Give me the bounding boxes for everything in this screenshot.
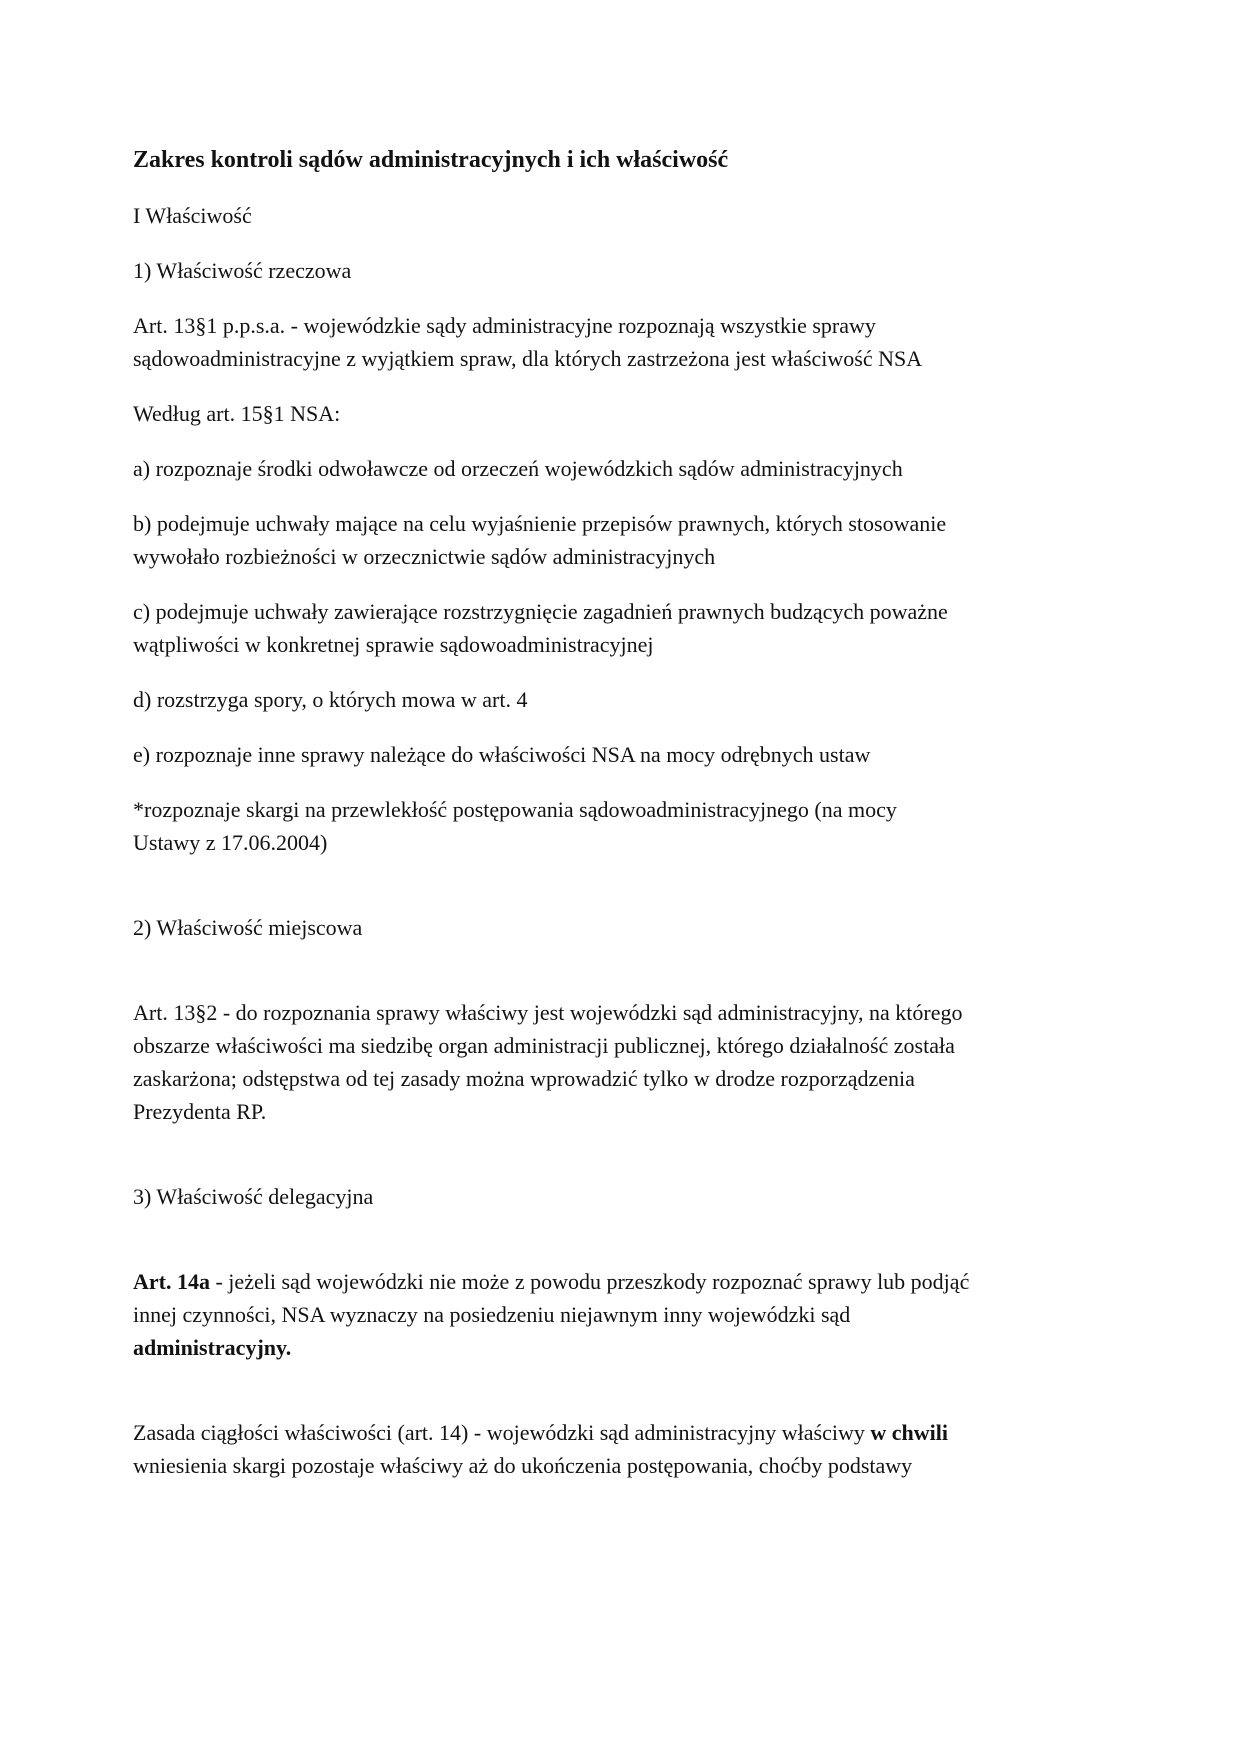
subsection-3-wlasciwosc-delegacyjna [133, 1180, 1112, 1213]
text-line [133, 1180, 1112, 1213]
document-title [133, 144, 1112, 177]
text-line [133, 683, 1112, 716]
para-art-13-2 [133, 996, 1112, 1128]
text-segment: e) rozpoznaje inne sprawy należące do właściwości NSA na mocy odrębnych ustaw [133, 742, 871, 767]
text-segment: Zasada ciągłości właściwości (art. 14) - wojewódzki sąd administracyjny właściwy [133, 1420, 871, 1445]
text-segment: - jeżeli sąd wojewódzki nie może z powodu przeszkody rozpoznać sprawy lub podjąć [209, 1269, 970, 1294]
text-line [133, 1416, 1112, 1449]
para-skargi-przewleklosc [133, 793, 1112, 859]
subsection-1-wlasciwosc-rzeczowa [133, 254, 1112, 287]
text-line [133, 1029, 1112, 1062]
emphasized-text: Art. 14a [133, 1269, 210, 1294]
text-segment: zaskarżona; odstępstwa od tej zasady można wprowadzić tylko w drodze rozporządzenia [133, 1066, 915, 1091]
text-line [133, 738, 1112, 771]
text-segment: 2) Właściwość miejscowa [133, 915, 363, 940]
emphasized-text: administracyjny. [133, 1335, 292, 1360]
text-line [133, 397, 1112, 430]
text-line [133, 1298, 1112, 1331]
text-segment: a) rozpoznaje środki odwoławcze od orzeczeń wojewódzkich sądów administracyjnych [133, 456, 903, 481]
text-line [133, 595, 1112, 628]
text-segment: obszarze właściwości ma siedzibę organ administracji publicznej, którego działalność została [133, 1033, 955, 1058]
text-line [133, 1449, 1112, 1482]
text-segment: sądowoadministracyjne z wyjątkiem spraw, dla których zastrzeżona jest właściwość NSA [133, 346, 923, 371]
list-item-a [133, 452, 1112, 485]
para-art-14a [133, 1265, 1112, 1364]
text-segment: wątpliwości w konkretnej sprawie sądowoadministracyjnej [133, 632, 654, 657]
list-item-e [133, 738, 1112, 771]
text-segment: wywołało rozbieżności w orzecznictwie sądów administracyjnych [133, 544, 716, 569]
text-segment: *rozpoznaje skargi na przewlekłość postępowania sądowoadministracyjnego (na mocy [133, 797, 897, 822]
text-line [133, 826, 1112, 859]
para-art-13-1 [133, 309, 1112, 375]
text-line [133, 507, 1112, 540]
list-item-b [133, 507, 1112, 573]
text-line [133, 199, 1112, 232]
text-line [133, 254, 1112, 287]
para-wedlug-art-15-1 [133, 397, 1112, 430]
text-line [133, 1095, 1112, 1128]
text-line [133, 309, 1112, 342]
text-segment: Art. 13§2 - do rozpoznania sprawy właściwy jest wojewódzki sąd administracyjny, na którego [133, 1000, 963, 1025]
text-line [133, 628, 1112, 661]
list-item-c [133, 595, 1112, 661]
text-line [133, 1265, 1112, 1298]
list-item-d [133, 683, 1112, 716]
emphasized-text: w chwili [870, 1420, 949, 1445]
text-line [133, 911, 1112, 944]
text-line [133, 342, 1112, 375]
subsection-2-wlasciwosc-miejscowa [133, 911, 1112, 944]
para-zasada-ciaglosci [133, 1416, 1112, 1482]
text-segment: Art. 13§1 p.p.s.a. - wojewódzkie sądy administracyjne rozpoznają wszystkie sprawy [133, 313, 876, 338]
text-segment: Ustawy z 17.06.2004) [133, 830, 328, 855]
text-segment: c) podejmuje uchwały zawierające rozstrzygnięcie zagadnień prawnych budzących poważne [133, 599, 948, 624]
text-segment: b) podejmuje uchwały mające na celu wyjaśnienie przepisów prawnych, których stosowanie [133, 511, 947, 536]
text-line [133, 793, 1112, 826]
emphasized-text: Zakres kontroli sądów administracyjnych i ich właściwość [133, 147, 729, 173]
text-line [133, 1331, 1112, 1364]
text-line [133, 144, 1112, 177]
text-segment: d) rozstrzyga spory, o których mowa w art. 4 [133, 687, 528, 712]
text-segment: Prezydenta RP. [133, 1099, 267, 1124]
text-segment: 1) Właściwość rzeczowa [133, 258, 352, 283]
text-segment: innej czynności, NSA wyznaczy na posiedzeniu niejawnym inny wojewódzki sąd [133, 1302, 851, 1327]
text-line [133, 1062, 1112, 1095]
text-segment: Według art. 15§1 NSA: [133, 401, 341, 426]
document-content [133, 144, 1112, 1482]
text-segment: 3) Właściwość delegacyjna [133, 1184, 374, 1209]
section-heading-wlasciwosc [133, 199, 1112, 232]
text-segment: wniesienia skargi pozostaje właściwy aż do ukończenia postępowania, choćby podstawy [133, 1453, 913, 1478]
text-line [133, 996, 1112, 1029]
text-line [133, 452, 1112, 485]
text-segment: I Właściwość [133, 203, 252, 228]
text-line [133, 540, 1112, 573]
